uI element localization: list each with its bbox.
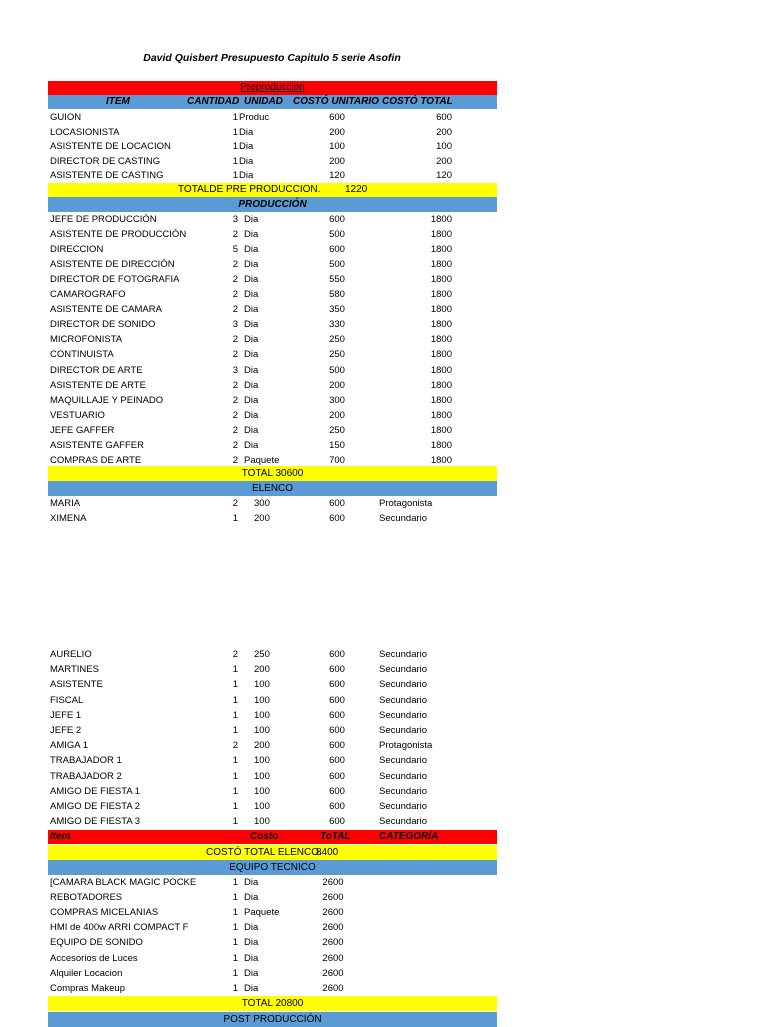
equipment-qty: 1 [232, 982, 238, 994]
table-row [48, 920, 497, 935]
item-name: ASISTENTE DE CASTING [50, 170, 164, 182]
table-row [48, 287, 497, 302]
item-qty: 1 [232, 155, 238, 167]
cast-rate: 200 [254, 740, 270, 752]
produccion-band-label: PRODUCCIÓN [238, 199, 307, 210]
item-unit: Dia [244, 379, 259, 391]
table-row [48, 814, 497, 829]
item-name: LOCASIONISTA [50, 126, 120, 138]
table-row [48, 227, 497, 242]
item-name: JEFE DE PRODUCCIÓN [50, 214, 157, 225]
item-qty: 1 [232, 126, 238, 138]
cast-category: Secundario [379, 816, 428, 828]
table-row [48, 753, 497, 768]
item-name: ASISTENTE DE LOCACION [50, 141, 171, 153]
cast-rate: 300 [254, 498, 270, 509]
table-row [48, 347, 497, 362]
item-total: 200 [436, 155, 452, 167]
cast-cost: 600 [329, 664, 345, 676]
item-cost: 150 [329, 439, 345, 451]
cast-cost: 600 [329, 679, 345, 691]
table-row [48, 168, 497, 183]
table-row [48, 212, 497, 227]
table-header [48, 95, 497, 109]
item-unit: Dia [244, 424, 259, 436]
table-row [48, 708, 497, 723]
equipment-unit: Dia [244, 937, 259, 949]
item-unit: Dia [244, 319, 259, 331]
item-total: 1800 [430, 334, 452, 346]
cast-cost: 600 [329, 801, 345, 812]
item-cost: 700 [329, 454, 345, 466]
table-row [48, 332, 497, 347]
item-name: JEFE GAFFER [50, 424, 115, 436]
item-qty: 3 [232, 214, 238, 225]
item-unit: Dia [239, 126, 254, 138]
equipment-cost: 2600 [322, 937, 344, 949]
item-cost: 250 [329, 349, 345, 361]
cast-rate: 100 [254, 725, 270, 736]
item-total: 1800 [430, 289, 452, 301]
cast-rate: 200 [254, 513, 270, 525]
item-unit: Dia [244, 349, 259, 361]
item-name: ASISTENTE DE DIRECCIÓN [50, 259, 175, 271]
item-total: 1800 [430, 394, 452, 406]
equipment-name: COMPRAS MICELANIAS [50, 907, 159, 919]
equipment-cost: 2600 [322, 877, 344, 888]
table-row [48, 905, 497, 920]
cast-category: Secundario [379, 725, 428, 736]
header-item: ITEM [106, 96, 130, 107]
table-row [48, 438, 497, 453]
item-qty: 2 [232, 274, 238, 286]
cast-qty: 1 [232, 679, 238, 691]
table-row [48, 890, 497, 905]
equipment-cost: 2600 [322, 952, 344, 964]
cast-category: Secundario [379, 649, 428, 660]
cast-name: MARTINES [50, 664, 99, 676]
item-total: 1800 [430, 214, 452, 225]
table-row [48, 935, 497, 950]
table-row [48, 951, 497, 966]
header-total: ToTAL [320, 831, 351, 842]
cast-rate: 100 [254, 801, 270, 812]
table-row [48, 154, 497, 169]
item-name: ASISTENTE DE CAMARA [50, 304, 162, 316]
cast-name: MARIA [50, 498, 81, 509]
item-total: 1800 [430, 229, 452, 241]
table-row [48, 981, 497, 996]
equipment-unit: Dia [244, 892, 259, 904]
header-unidad: UNIDAD [244, 96, 283, 107]
header-costo-total: COSTÓ TOTAL [382, 96, 453, 107]
item-name: ASISTENTE DE ARTE [50, 379, 146, 391]
table-row [48, 242, 497, 257]
item-qty: 2 [232, 394, 238, 406]
item-cost: 600 [329, 112, 345, 123]
elenco-total-band [48, 845, 497, 860]
cast-cost: 600 [329, 755, 345, 767]
item-name: DIRECTOR DE ARTE [50, 364, 143, 376]
item-qty: 2 [232, 289, 238, 301]
item-qty: 2 [232, 304, 238, 316]
item-name: DIRECTOR DE SONIDO [50, 319, 156, 331]
item-unit: Dia [239, 155, 254, 167]
cast-qty: 2 [232, 649, 238, 660]
cast-cost: 600 [329, 694, 345, 706]
equipment-name: Accesorios de Luces [50, 952, 138, 964]
cast-name: AMIGA 1 [50, 740, 89, 752]
table-row [48, 302, 497, 317]
cast-name: FISCAL [50, 694, 84, 706]
equipment-name: Compras Makeup [50, 982, 125, 994]
item-total: 1800 [430, 364, 452, 376]
cast-category: Secundario [379, 694, 428, 706]
preproduccion-band-label: Preproduccion [240, 82, 305, 93]
cast-name: AMIGO DE FIESTA 1 [50, 785, 141, 797]
table-row [48, 799, 497, 814]
item-unit: Dia [244, 259, 259, 271]
cast-rate: 100 [254, 694, 270, 706]
cast-rate: 100 [254, 785, 270, 797]
item-cost: 600 [329, 214, 345, 225]
cast-rate: 250 [254, 649, 270, 660]
item-cost: 550 [329, 274, 345, 286]
produccion-band [48, 197, 497, 212]
document-title: David Quisbert Presupuesto Capitulo 5 serie Asofin [143, 52, 401, 64]
cast-name: JEFE 1 [50, 709, 82, 721]
item-name: DIRECTOR DE CASTING [50, 155, 161, 167]
equipo-total-label: TOTAL 20800 [241, 998, 304, 1009]
item-total: 1800 [430, 454, 452, 466]
equipment-cost: 2600 [322, 907, 344, 919]
item-cost: 500 [329, 259, 345, 271]
cast-rate: 100 [254, 679, 270, 691]
table-row [48, 378, 497, 393]
cast-qty: 2 [232, 498, 238, 509]
cast-rate: 100 [254, 755, 270, 767]
equipment-name: Alquiler Locacion [50, 967, 123, 979]
equipo-total-band [48, 996, 497, 1011]
equipment-unit: Paquete [244, 907, 280, 919]
equipo-band [48, 860, 497, 875]
cast-category: Secundario [379, 664, 428, 676]
equipment-cost: 2600 [322, 922, 344, 934]
table-row [48, 784, 497, 799]
cast-category: Secundario [379, 770, 428, 782]
item-cost: 200 [329, 409, 345, 421]
cast-qty: 1 [232, 785, 238, 797]
table-row [48, 272, 497, 287]
cast-category: Protagonista [379, 498, 433, 509]
cast-cost: 600 [329, 725, 345, 736]
post-band-label: POST PRODUCCIÓN [223, 1014, 322, 1025]
item-name: DIRECCION [50, 244, 104, 256]
equipment-qty: 1 [232, 937, 238, 949]
cast-qty: 1 [232, 725, 238, 736]
table-row [48, 408, 497, 423]
item-qty: 2 [232, 379, 238, 391]
item-name: ASISTENTE DE PRODUCCIÓN [50, 229, 187, 241]
item-qty: 1 [232, 141, 238, 153]
equipment-unit: Dia [244, 877, 259, 888]
item-unit: Dia [244, 364, 259, 376]
cast-cost: 600 [329, 649, 345, 660]
cast-name: JEFE 2 [50, 725, 82, 736]
table-row [48, 723, 497, 738]
equipment-cost: 2600 [322, 967, 344, 979]
table-row [48, 662, 497, 677]
table-row [48, 677, 497, 692]
item-name: CAMAROGRAFO [50, 289, 126, 301]
item-name: DIRECTOR DE FOTOGRAFIA [50, 274, 180, 286]
item-total: 1800 [430, 439, 452, 451]
preproduccion-band [48, 81, 497, 95]
equipment-name: HMI de 400w ARRI COMPACT F [50, 922, 189, 934]
item-unit: Dia [244, 334, 259, 346]
header-costo-unitario: COSTÓ UNITARIO [293, 96, 379, 107]
item-total: 1800 [430, 304, 452, 316]
item-unit: Paquete [244, 454, 280, 466]
equipo-band-label: EQUIPO TECNICO [229, 862, 316, 873]
item-name: GUION [50, 112, 82, 123]
elenco-column-header [48, 830, 497, 844]
item-unit: Dia [244, 289, 259, 301]
item-unit: Dia [239, 141, 254, 153]
item-total: 1800 [430, 319, 452, 331]
equipment-qty: 1 [232, 907, 238, 919]
cast-category: Protagonista [379, 740, 433, 752]
equipment-qty: 1 [232, 922, 238, 934]
item-unit: Dia [244, 274, 259, 286]
item-unit: Dia [244, 394, 259, 406]
item-cost: 250 [329, 334, 345, 346]
cast-category: Secundario [379, 755, 428, 767]
item-cost: 330 [329, 319, 345, 331]
item-name: MICROFONISTA [50, 334, 123, 346]
cast-category: Secundario [379, 785, 428, 797]
table-row [48, 693, 497, 708]
preproduccion-total-value: 1220 [345, 184, 368, 195]
cast-cost: 600 [329, 816, 345, 828]
cast-name: AURELIO [50, 649, 92, 660]
table-row [48, 738, 497, 753]
item-total: 1800 [430, 379, 452, 391]
cast-category: Secundario [379, 513, 428, 525]
cast-name: TRABAJADOR 2 [50, 770, 122, 782]
elenco-total-value: 8400 [316, 847, 339, 858]
item-total: 200 [436, 126, 452, 138]
item-unit: Dia [244, 409, 259, 421]
equipment-unit: Dia [244, 952, 259, 964]
item-unit: Dia [244, 214, 259, 225]
item-cost: 100 [329, 141, 345, 153]
equipment-qty: 1 [232, 877, 238, 888]
item-name: VESTUARIO [50, 409, 105, 421]
item-total: 100 [436, 141, 452, 153]
table-row [48, 511, 497, 526]
cast-qty: 1 [232, 801, 238, 812]
item-total: 1800 [430, 424, 452, 436]
item-cost: 500 [329, 364, 345, 376]
elenco-total-label: COSTÓ TOTAL ELENCO. [206, 847, 322, 858]
table-row [48, 769, 497, 784]
header-cantidad: CANTIDAD [187, 96, 240, 107]
cast-rate: 100 [254, 709, 270, 721]
post-band [48, 1012, 497, 1027]
equipment-name: REBOTADORES [50, 892, 123, 904]
item-qty: 2 [232, 454, 238, 466]
item-total: 1800 [430, 274, 452, 286]
cast-name: AMIGO DE FIESTA 2 [50, 801, 141, 812]
cast-category: Secundario [379, 801, 428, 812]
table-row [48, 125, 497, 140]
item-qty: 2 [232, 409, 238, 421]
cast-name: TRABAJADOR 1 [50, 755, 122, 767]
equipment-unit: Dia [244, 982, 259, 994]
item-qty: 3 [232, 319, 238, 331]
elenco-band-label: ELENCO [251, 483, 294, 494]
item-qty: 2 [232, 349, 238, 361]
item-unit: Dia [244, 244, 259, 256]
header-item: Item [50, 831, 71, 842]
cast-name: XIMENA [50, 513, 87, 525]
item-name: ASISTENTE GAFFER [50, 439, 144, 451]
item-total: 1800 [430, 349, 452, 361]
equipment-unit: Dia [244, 967, 259, 979]
cast-category: Secundario [379, 679, 428, 691]
table-row [48, 363, 497, 378]
item-unit: Produc [239, 112, 270, 123]
cast-rate: 100 [254, 770, 270, 782]
equipment-qty: 1 [232, 967, 238, 979]
produccion-total-band [48, 466, 497, 481]
item-cost: 300 [329, 394, 345, 406]
cast-name: AMIGO DE FIESTA 3 [50, 816, 141, 828]
item-qty: 2 [232, 229, 238, 241]
item-qty: 2 [232, 259, 238, 271]
cast-cost: 600 [329, 770, 345, 782]
item-name: CONTINUISTA [50, 349, 114, 361]
preproduccion-total-label: TOTALDE PRE PRODUCCION. [178, 184, 321, 195]
cast-name: ASISTENTE [50, 679, 103, 691]
item-cost: 200 [329, 126, 345, 138]
item-total: 120 [436, 170, 452, 182]
equipment-cost: 2600 [322, 982, 344, 994]
cast-qty: 1 [232, 770, 238, 782]
equipment-qty: 1 [232, 892, 238, 904]
table-row [48, 139, 497, 154]
item-qty: 2 [232, 424, 238, 436]
cast-qty: 1 [232, 694, 238, 706]
table-row [48, 647, 497, 662]
produccion-total-label: TOTAL 30600 [241, 468, 304, 479]
item-total: 1800 [430, 409, 452, 421]
table-row [48, 423, 497, 438]
table-row [48, 317, 497, 332]
item-unit: Dia [244, 439, 259, 451]
item-unit: Dia [244, 304, 259, 316]
table-row [48, 496, 497, 511]
item-total: 1800 [430, 244, 452, 256]
cast-qty: 2 [232, 740, 238, 752]
item-cost: 600 [329, 244, 345, 256]
table-row [48, 966, 497, 981]
equipment-unit: Dia [244, 922, 259, 934]
item-unit: Dia [239, 170, 254, 182]
cast-cost: 600 [329, 498, 345, 509]
equipment-cost: 2600 [322, 892, 344, 904]
table-row [48, 393, 497, 408]
cast-qty: 1 [232, 709, 238, 721]
item-cost: 200 [329, 155, 345, 167]
item-name: MAQUILLAJE Y PEINADO [50, 394, 164, 406]
preproduccion-total-band [48, 183, 497, 197]
cast-qty: 1 [232, 664, 238, 676]
item-cost: 120 [329, 170, 345, 182]
cast-qty: 1 [232, 755, 238, 767]
cast-category: Secundario [379, 709, 428, 721]
item-cost: 200 [329, 379, 345, 391]
item-cost: 580 [329, 289, 345, 301]
elenco-band [48, 481, 497, 496]
item-qty: 3 [232, 364, 238, 376]
cast-rate: 100 [254, 816, 270, 828]
item-name: COMPRAS DE ARTE [50, 454, 142, 466]
item-cost: 350 [329, 304, 345, 316]
cast-cost: 600 [329, 513, 345, 525]
header-costo: Costo [250, 831, 279, 842]
item-unit: Dia [244, 229, 259, 241]
cast-cost: 600 [329, 740, 345, 752]
cast-qty: 1 [232, 513, 238, 525]
cast-qty: 1 [232, 816, 238, 828]
item-total: 1800 [430, 259, 452, 271]
item-qty: 1 [232, 170, 238, 182]
equipment-name: EQUIPO DE SONIDO [50, 937, 143, 949]
equipment-name: [CAMARA BLACK MAGIC POCKE [50, 877, 197, 888]
header-categoria: CATEGORÍA [379, 831, 439, 842]
item-total: 600 [436, 112, 452, 123]
item-cost: 250 [329, 424, 345, 436]
cast-cost: 600 [329, 785, 345, 797]
item-qty: 5 [232, 244, 238, 256]
item-qty: 2 [232, 439, 238, 451]
cast-cost: 600 [329, 709, 345, 721]
equipment-qty: 1 [232, 952, 238, 964]
item-cost: 500 [329, 229, 345, 241]
item-qty: 1 [232, 112, 238, 123]
cast-rate: 200 [254, 664, 270, 676]
table-row [48, 875, 497, 890]
item-qty: 2 [232, 334, 238, 346]
table-row [48, 257, 497, 272]
table-row [48, 110, 497, 125]
